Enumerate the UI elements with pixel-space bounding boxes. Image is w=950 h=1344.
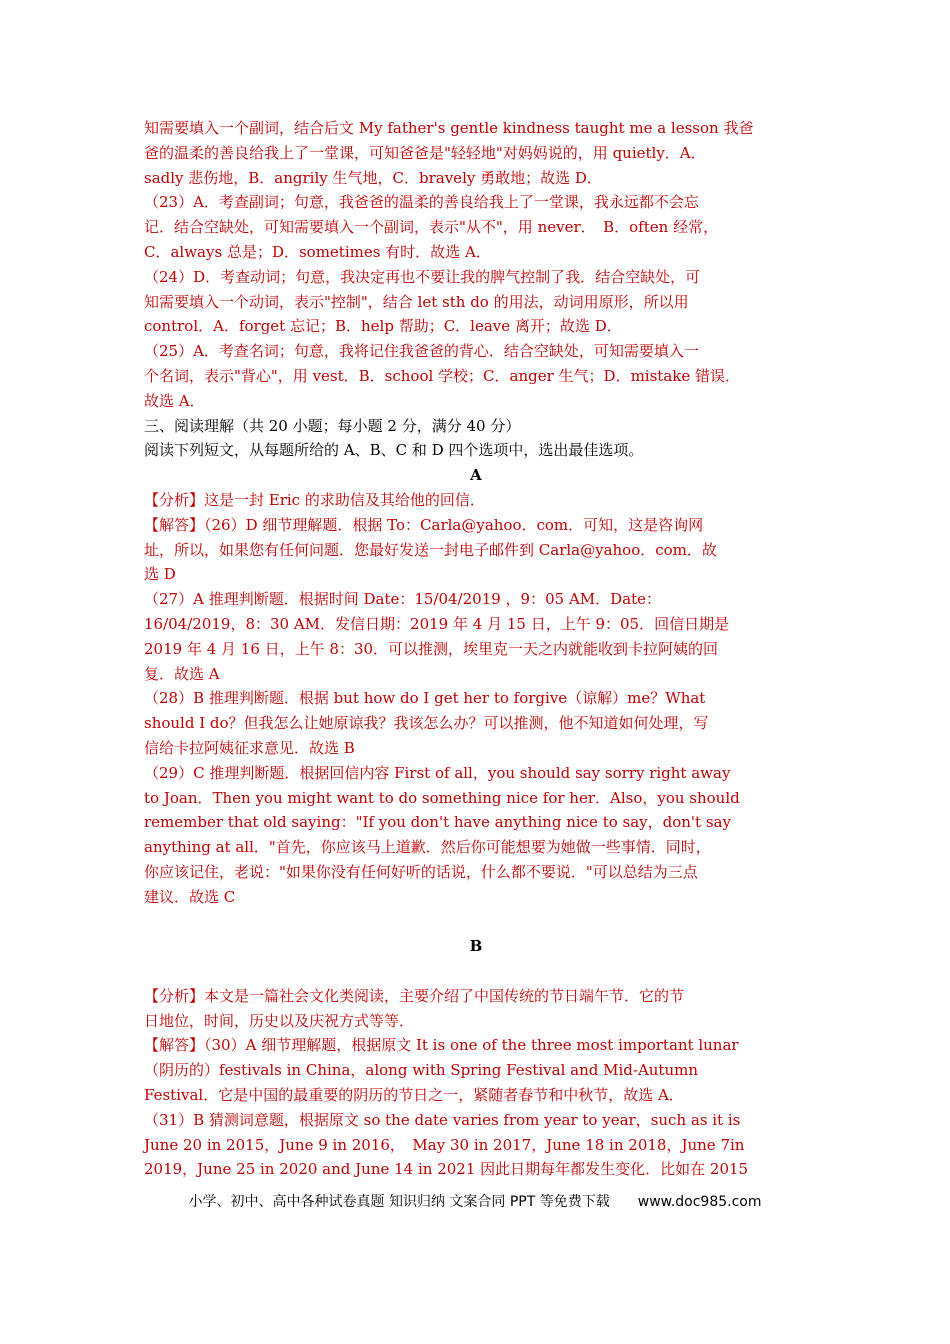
answer-line: 日地位，时间，历史以及庆祝方式等等． (144, 1011, 415, 1030)
answer-line: （31）B 猜测词意题，根据原文 so the date varies from year to year，such as it is (144, 1110, 741, 1129)
answer-line: 爸的温柔的善良给我上了一堂课，可知爸爸是"轻轻地"对妈妈说的，用 quietly．A． (144, 143, 706, 162)
answer-line: （25）A．考查名词；句意，我将记住我爸爸的背心．结合空缺处，可知需要填入一 (144, 342, 699, 361)
answer-line: 个名词，表示"背心"，用 vest．B．school 学校；C．anger 生气；D．mistake 错误． (144, 366, 741, 385)
answer-line: control．A．forget 忘记；B．help 帮助；C．leave 离开；故选 D． (144, 317, 622, 336)
answer-line: 记．结合空缺处，可知需要填入一个副词，表示"从不"，用 never． B．often 经常， (144, 218, 719, 237)
answer-line: 故选 A． (144, 391, 205, 410)
answer-line: （24）D．考查动词；句意，我决定再也不要让我的脾气控制了我．结合空缺处，可 (144, 267, 701, 286)
footer-text: 小学、初中、高中各种试卷真题 知识归纳 文案合同 PPT 等免费下载 (188, 1194, 610, 1210)
blank-line (144, 959, 808, 984)
part-heading-line: 阅读下列短文，从每题所给的 A、B、C 和 D 四个选项中，选出最佳选项。 (144, 441, 644, 460)
answer-line: Festival．它是中国的最重要的阴历的节日之一，紧随者春节和中秋节，故选 A． (144, 1086, 684, 1105)
answer-line: （27）A 推理判断题．根据时间 Date：15/04/2019 ，9：05 AM．Date： (144, 590, 662, 609)
answer-line: 知需要填入一个副词，结合后文 My father's gentle kindness taught me a lesson 我爸 (144, 119, 754, 137)
answer-line: 【分析】本文是一篇社会文化类阅读，主要介绍了中国传统的节日端午节．它的节 (144, 986, 685, 1005)
answer-line: 16/04/2019，8：30 AM．发信日期：2019 年 4 月 15 日，上午 9：05．回信日期是 (144, 614, 730, 633)
document-body (144, 116, 808, 1182)
answer-line: 【分析】这是一封 Eric 的求助信及其给他的回信． (144, 490, 485, 509)
answer-line: 你应该记住，老说："如果你没有任何好听的话说，什么都不要说．"可以总结为三点 (144, 862, 698, 881)
answer-line: 2019 年 4 月 16 日，上午 8：30．可以推测，埃里克一天之内就能收到卡拉阿姨的回 (144, 639, 719, 658)
answer-line: 【解答】（30）A 细节理解题，根据原文 It is one of the three most important lunar (144, 1036, 739, 1055)
answer-line: （阴历的）festivals in China，along with Spring Festival and Mid-Autumn (144, 1061, 699, 1080)
section-heading: B (469, 937, 483, 956)
answer-line: 信给卡拉阿姨征求意见．故选 B (144, 738, 355, 757)
answer-line: （23）A．考查副词；句意，我爸爸的温柔的善良给我上了一堂课，我永远都不会忘 (144, 193, 699, 212)
page-footer (0, 1191, 950, 1211)
blank-line (144, 910, 808, 935)
answer-line: sadly 悲伤地，B．angrily 生气地，C．bravely 勇敢地；故选 D． (144, 168, 602, 187)
answer-line: 知需要填入一个动词，表示"控制"，结合 let sth do 的用法，动词用原形，所以用 (144, 292, 689, 311)
footer-url: www.doc985.com (637, 1194, 762, 1210)
answer-line: （29）C 推理判断题．根据回信内容 First of all，you should say sorry right away (144, 763, 731, 782)
answer-line: 2019，June 25 in 2020 and June 14 in 2021 因此日期每年都发生变化．比如在 2015 (144, 1160, 749, 1179)
answer-line: should I do？但我怎么让她原谅我？我该怎么办？可以推测，他不知道如何处理，写 (144, 714, 709, 733)
answer-line: anything at all．"首先，你应该马上道歉．然后你可能想要为她做一些事情．同时， (144, 838, 711, 857)
answer-line: June 20 in 2015，June 9 in 2016， May 30 in 2017，June 18 in 2018，June 7in (144, 1135, 745, 1154)
answer-line: （28）B 推理判断题．根据 but how do I get her to forgive（谅解）me？What (144, 689, 706, 708)
answer-line: remember that old saying："If you don't have anything nice to say，don't say (144, 813, 731, 832)
answer-line: 复．故选 A (144, 664, 220, 683)
answer-line: to Joan．Then you might want to do something nice for her．Also，you should (144, 788, 740, 807)
answer-line: 【解答】（26）D 细节理解题．根据 To：Carla@yahoo．com．可知，这是咨询网 (144, 515, 704, 534)
section-heading: A (470, 466, 482, 485)
answer-line: 建议．故选 C (144, 887, 236, 906)
part-heading-line: 三、阅读理解（共 20 小题；每小题 2 分，满分 40 分） (144, 416, 521, 435)
answer-line: C．always 总是；D．sometimes 有时．故选 A． (144, 242, 491, 261)
answer-line: 址，所以，如果您有任何问题．您最好发送一封电子邮件到 Carla@yahoo．com．故 (144, 540, 717, 559)
answer-line: 选 D (144, 565, 176, 584)
